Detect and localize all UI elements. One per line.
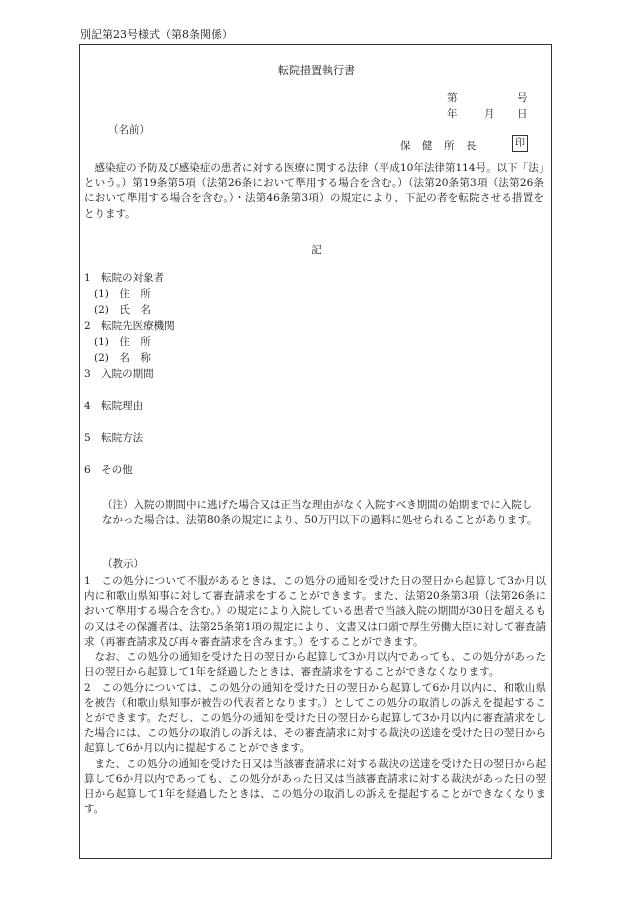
document-frame [79, 44, 552, 859]
intro-text: 感染症の予防及び感染症の患者に対する医療に関する法律（平成10年法律第114号。以下「法」という。）第19条第5項（法第26条において準用する場合を含む。）（法第20条第3項（法第26条において準用する場合を含む。）・法第46条第3項）の規定により、下記の者を転院させる措置をとります。 [84, 162, 544, 220]
instructions-heading: （教示） [102, 558, 144, 570]
number-dai: 第 [447, 92, 458, 104]
item-reason: 4 転院理由 [84, 400, 144, 412]
item-method: 5 転院方法 [84, 432, 144, 444]
intro-paragraph [84, 161, 544, 222]
note-paragraph: （注）入院の期間中に逃げた場合又は正当な理由がなく入院すべき期間の始期までに入院しなかった場合は、法第80条の規定により、50万円以下の過料に処せられることがあります。 [102, 499, 538, 527]
instructions-body [84, 574, 546, 818]
ki-heading: 記 [311, 244, 322, 256]
addressee: （名前） [108, 124, 150, 136]
item-target-person: 1 転院の対象者 [84, 272, 165, 284]
item-destination-name: (2) 名 称 [94, 352, 151, 364]
instruction-1-note: なお、この処分の通知を受けた日の翌日から起算して3か月以内であっても、この処分があった日の翌日から起算して1年を経過したときは、審査請求をすることができなくなります。 [84, 651, 546, 679]
instruction-2: 2 この処分については、この処分の通知を受けた日の翌日から起算して6か月以内に、和歌山県を被告（和歌山県知事が被告の代表者となります。）としてこの処分の取消しの訴えを提起することができます。ただし、この処分の通知を受けた日の翌日から起算して3か月以内に審査請求をした場合には、この処分の取消しの訴えは、その審査請求に対する裁決の送達を受けた日の翌日から起算して6か月以内に提起することができます。 [84, 681, 546, 755]
item-other: 6 その他 [84, 464, 133, 476]
date-year: 年 [447, 108, 458, 120]
date-day: 日 [517, 108, 528, 120]
instruction-2-note: また、この処分の通知を受けた日又は当該審査請求に対する裁決の送達を受けた日の翌日から起算して6か月以内であっても、この処分があった日又は当該審査請求に対する裁決があった日の翌日から起算して1年を経過したときは、この処分の取消しの訴えを提起することができなくなります。 [84, 757, 546, 816]
form-label: 別記第23号様式（第8条関係） [80, 28, 233, 41]
item-period: 3 入院の期間 [84, 368, 154, 380]
date-month: 月 [484, 108, 495, 120]
number-go: 号 [517, 92, 528, 104]
item-destination: 2 転院先医療機関 [84, 320, 175, 332]
seal-box: 印 [512, 135, 528, 152]
instruction-1: 1 この処分について不服があるときは、この処分の通知を受けた日の翌日から起算して3か月以内に和歌山県知事に対して審査請求をすることができます。また、法第20条第3項（法第26条において準用する場合を含む。）の規定により入院している患者で当該入院の期間が30日を超えるもの又はその保護者は、法第25条第1項の規定により、文書又は口頭で厚生労働大臣に対して審査請求（再審査請求及び再々審査請求を含みます。）をすることができます。 [84, 575, 546, 648]
item-destination-address: (1) 住 所 [94, 336, 151, 348]
item-target-address: (1) 住 所 [94, 288, 151, 300]
issuer: 保 健 所 長 [400, 140, 477, 152]
item-target-name: (2) 氏 名 [94, 304, 151, 316]
document-title: 転院措置執行書 [278, 64, 355, 77]
